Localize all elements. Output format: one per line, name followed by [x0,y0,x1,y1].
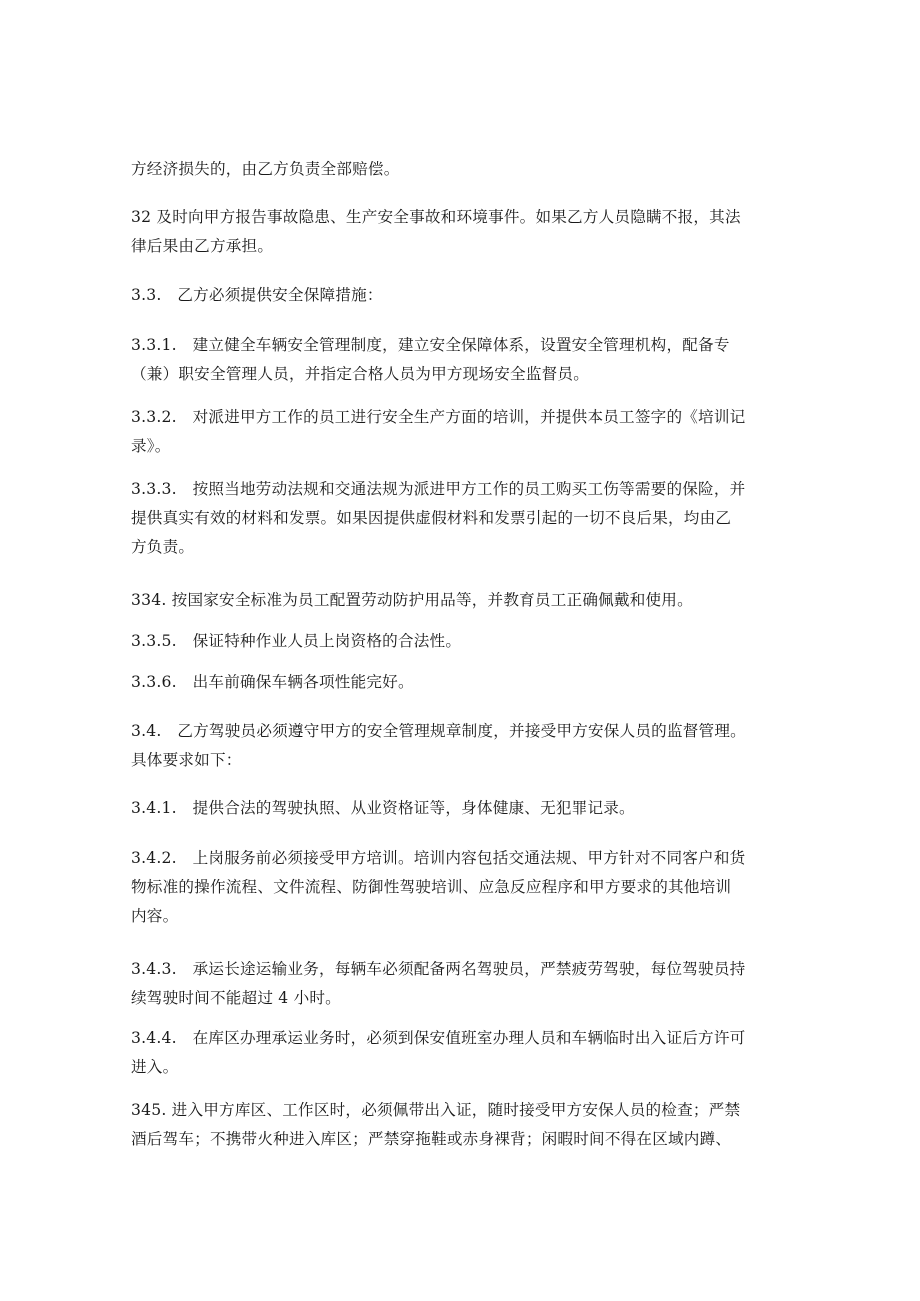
paragraph-3-3 [131,281,786,310]
paragraph-1 [131,155,786,184]
text-line: 方负责。 [131,538,195,556]
text-line: 3.3.6. 出车前确保车辆各项性能完好。 [131,673,414,691]
paragraph-3-3-1 [131,331,786,389]
text-line: 3.4. 乙方驾驶员必须遵守甲方的安全管理规章制度，并接受甲方安保人员的监督管理。 [131,722,746,740]
paragraph-3-3-6 [131,668,786,697]
paragraph-3-4-5 [131,1096,786,1154]
text-line: 进入。 [131,1058,179,1076]
text-line: 具体要求如下： [131,751,242,769]
text-line: 提供真实有效的材料和发票。如果因提供虚假材料和发票引起的一切不良后果，均由乙 [131,509,732,527]
text-line: 方经济损失的，由乙方负责全部赔偿。 [131,160,400,178]
text-line: 3.4.2. 上岗服务前必须接受甲方培训。培训内容包括交通法规、甲方针对不同客户和货 [131,849,746,867]
text-line: 内容。 [131,907,179,925]
paragraph-3-4-4 [131,1024,786,1082]
text-line: 3.3.1. 建立健全车辆安全管理制度，建立安全保障体系，设置安全管理机构，配备专 [131,336,730,354]
text-line: 334. 按国家安全标准为员工配置劳动防护用品等，并教育员工正确佩戴和使用。 [131,591,693,609]
paragraph-3-4 [131,717,786,775]
text-line: 32 及时向甲方报告事故隐患、生产安全事故和环境事件。如果乙方人员隐瞒不报，其法 [131,208,741,226]
text-line: 3.3.3. 按照当地劳动法规和交通法规为派进甲方工作的员工购买工伤等需要的保险，并 [131,480,746,498]
paragraph-3-3-2 [131,403,786,461]
text-line: 物标准的操作流程、文件流程、防御性驾驶培训、应急反应程序和甲方要求的其他培训 [131,878,732,896]
paragraph-3-4-2 [131,844,786,931]
text-line: 3.4.1. 提供合法的驾驶执照、从业资格证等，身体健康、无犯罪记录。 [131,799,635,817]
text-line: 律后果由乙方承担。 [131,237,274,255]
paragraph-3-2 [131,203,786,261]
paragraph-3-3-5 [131,627,786,656]
paragraph-3-4-1 [131,794,786,823]
paragraph-3-4-3 [131,955,786,1013]
text-line: （兼）职安全管理人员，并指定合格人员为甲方现场安全监督员。 [131,365,590,383]
text-line: 3.3.2. 对派进甲方工作的员工进行安全生产方面的培训，并提供本员工签字的《培训记 [131,408,746,426]
text-line: 录》。 [131,437,171,455]
text-line: 3.4.4. 在库区办理承运业务时，必须到保安值班室办理人员和车辆临时出入证后方许可 [131,1029,746,1047]
text-line: 3.3. 乙方必须提供安全保障措施： [131,286,383,304]
paragraph-3-3-3 [131,475,786,562]
text-line: 酒后驾车；不携带火种进入库区；严禁穿拖鞋或赤身裸背；闲暇时间不得在区域内蹲、 [131,1130,732,1148]
text-line: 345. 进入甲方库区、工作区时，必须佩带出入证，随时接受甲方安保人员的检查；严禁 [131,1101,741,1119]
paragraph-3-3-4 [131,586,786,615]
text-line: 3.3.5. 保证特种作业人员上岗资格的合法性。 [131,632,462,650]
text-line: 续驾驶时间不能超过 4 小时。 [131,989,341,1007]
text-line: 3.4.3. 承运长途运输业务，每辆车必须配备两名驾驶员，严禁疲劳驾驶，每位驾驶员持 [131,960,746,978]
